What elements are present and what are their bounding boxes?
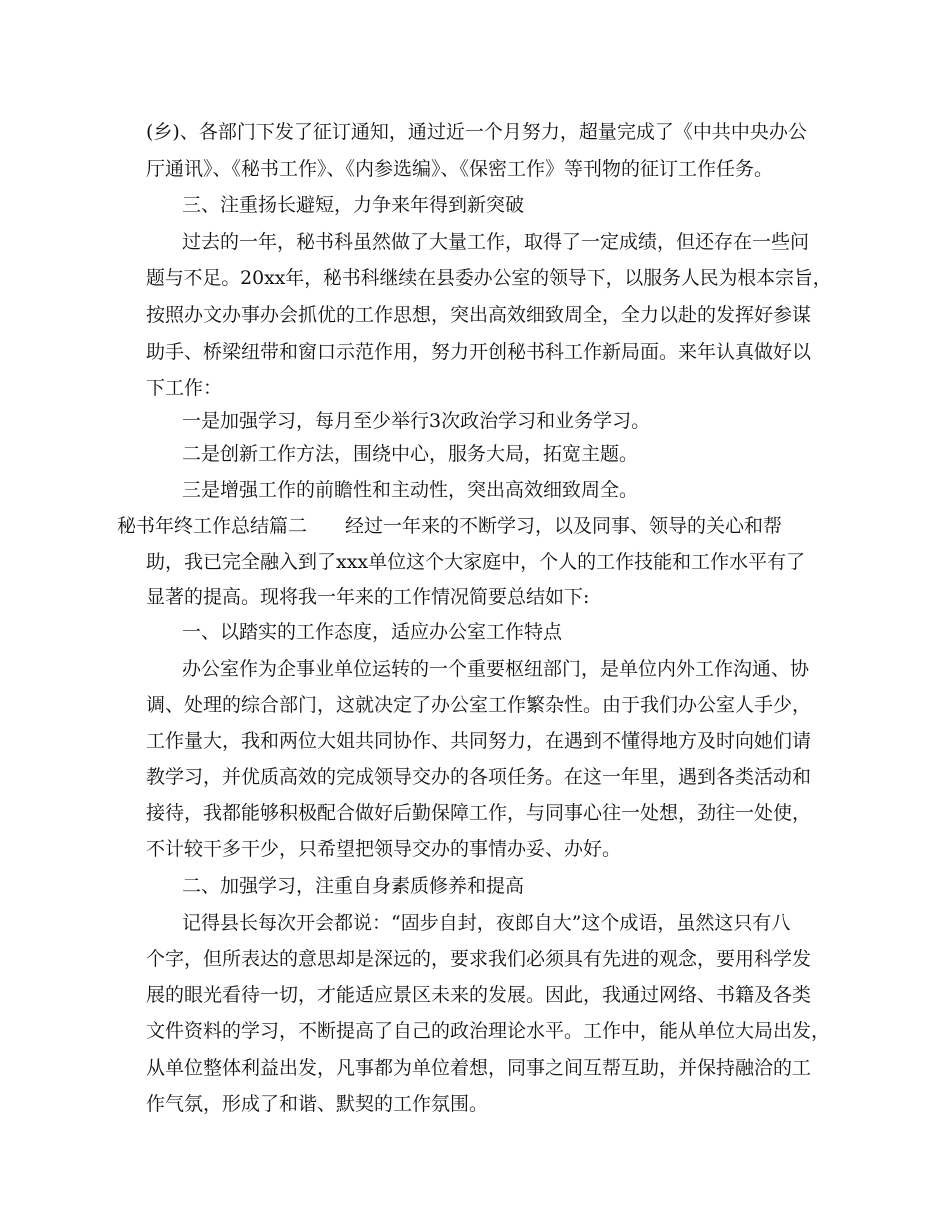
text-line: 文件资料的学习，不断提高了自己的政治理论水平。工作中，能从单位大局出发， xyxy=(146,1020,831,1042)
text-line: 厅通讯》、《秘书工作》、《内参选编》、《保密工作》等刊物的征订工作任务。 xyxy=(146,158,774,180)
text-line: 助手、桥梁纽带和窗口示范作用，努力开创秘书科工作新局面。来年认真做好以 xyxy=(146,341,812,363)
section-heading: 一、以踏实的工作态度，适应办公室工作特点 xyxy=(182,621,563,643)
text-line: 题与不足。20xx年，秘书科继续在县委办公室的领导下，以服务人民为根本宗旨， xyxy=(146,267,832,289)
text-line: 作气氛，形成了和谐、默契的工作氛围。 xyxy=(146,1093,489,1115)
list-item: 二是创新工作方法，围绕中心，服务大局，拓宽主题。 xyxy=(182,443,639,465)
text-line: 助，我已完全融入到了xxx单位这个大家庭中，个人的工作技能和工作水平有了 xyxy=(146,551,806,573)
text-line: 过去的一年，秘书科虽然做了大量工作，取得了一定成绩，但还存在一些问 xyxy=(182,231,810,253)
text-line: 记得县长每次开会都说：“固步自封，夜郎自大”这个成语，虽然这只有八 xyxy=(182,912,791,934)
text-line: 不计较干多干少，只希望把领导交办的事情办妥、办好。 xyxy=(146,838,622,860)
text-line: 办公室作为企事业单位运转的一个重要枢纽部门，是单位内外工作沟通、协 xyxy=(182,658,810,680)
text-line: 接待，我都能够积极配合做好后勤保障工作，与同事心往一处想，劲往一处使， xyxy=(146,802,812,824)
article-title-line: 秘书年终工作总结篇二 经过一年来的不断学习，以及同事、领导的关心和帮 xyxy=(117,515,783,537)
text-line: 教学习，并优质高效的完成领导交办的各项任务。在这一年里，遇到各类活动和 xyxy=(146,766,812,788)
section-heading: 二、加强学习，注重自身素质修养和提高 xyxy=(182,875,525,897)
text-line: 显著的提高。现将我一年来的工作情况简要总结如下: xyxy=(146,586,590,608)
list-item: 一是加强学习，每月至少举行3次政治学习和业务学习。 xyxy=(182,410,651,432)
text-line: (乡)、各部门下发了征订通知，通过近一个月努力，超量完成了《中共中央办公 xyxy=(146,121,807,143)
text-line: 工作量大，我和两位大姐共同协作、共同努力，在遇到不懂得地方及时向她们请 xyxy=(146,730,812,752)
text-line: 下工作： xyxy=(146,377,223,399)
text-line: 个字，但所表达的意思却是深远的，要求我们必须具有先进的观念，要用科学发 xyxy=(146,948,812,970)
text-line: 从单位整体利益出发，凡事都为单位着想，同事之间互帮互助，并保持融洽的工 xyxy=(146,1057,812,1079)
section-heading: 三、注重扬长避短，力争来年得到新突破 xyxy=(182,194,525,216)
text-line: 展的眼光看待一切，才能适应景区未来的发展。因此，我通过网络、书籍及各类 xyxy=(146,984,812,1006)
text-line: 调、处理的综合部门，这就决定了办公室工作繁杂性。由于我们办公室人手少， xyxy=(146,694,812,716)
list-item: 三是增强工作的前瞻性和主动性，突出高效细致周全。 xyxy=(182,479,639,501)
text-line: 按照办文办事办会抓优的工作思想，突出高效细致周全，全力以赴的发挥好参谋 xyxy=(146,304,812,326)
